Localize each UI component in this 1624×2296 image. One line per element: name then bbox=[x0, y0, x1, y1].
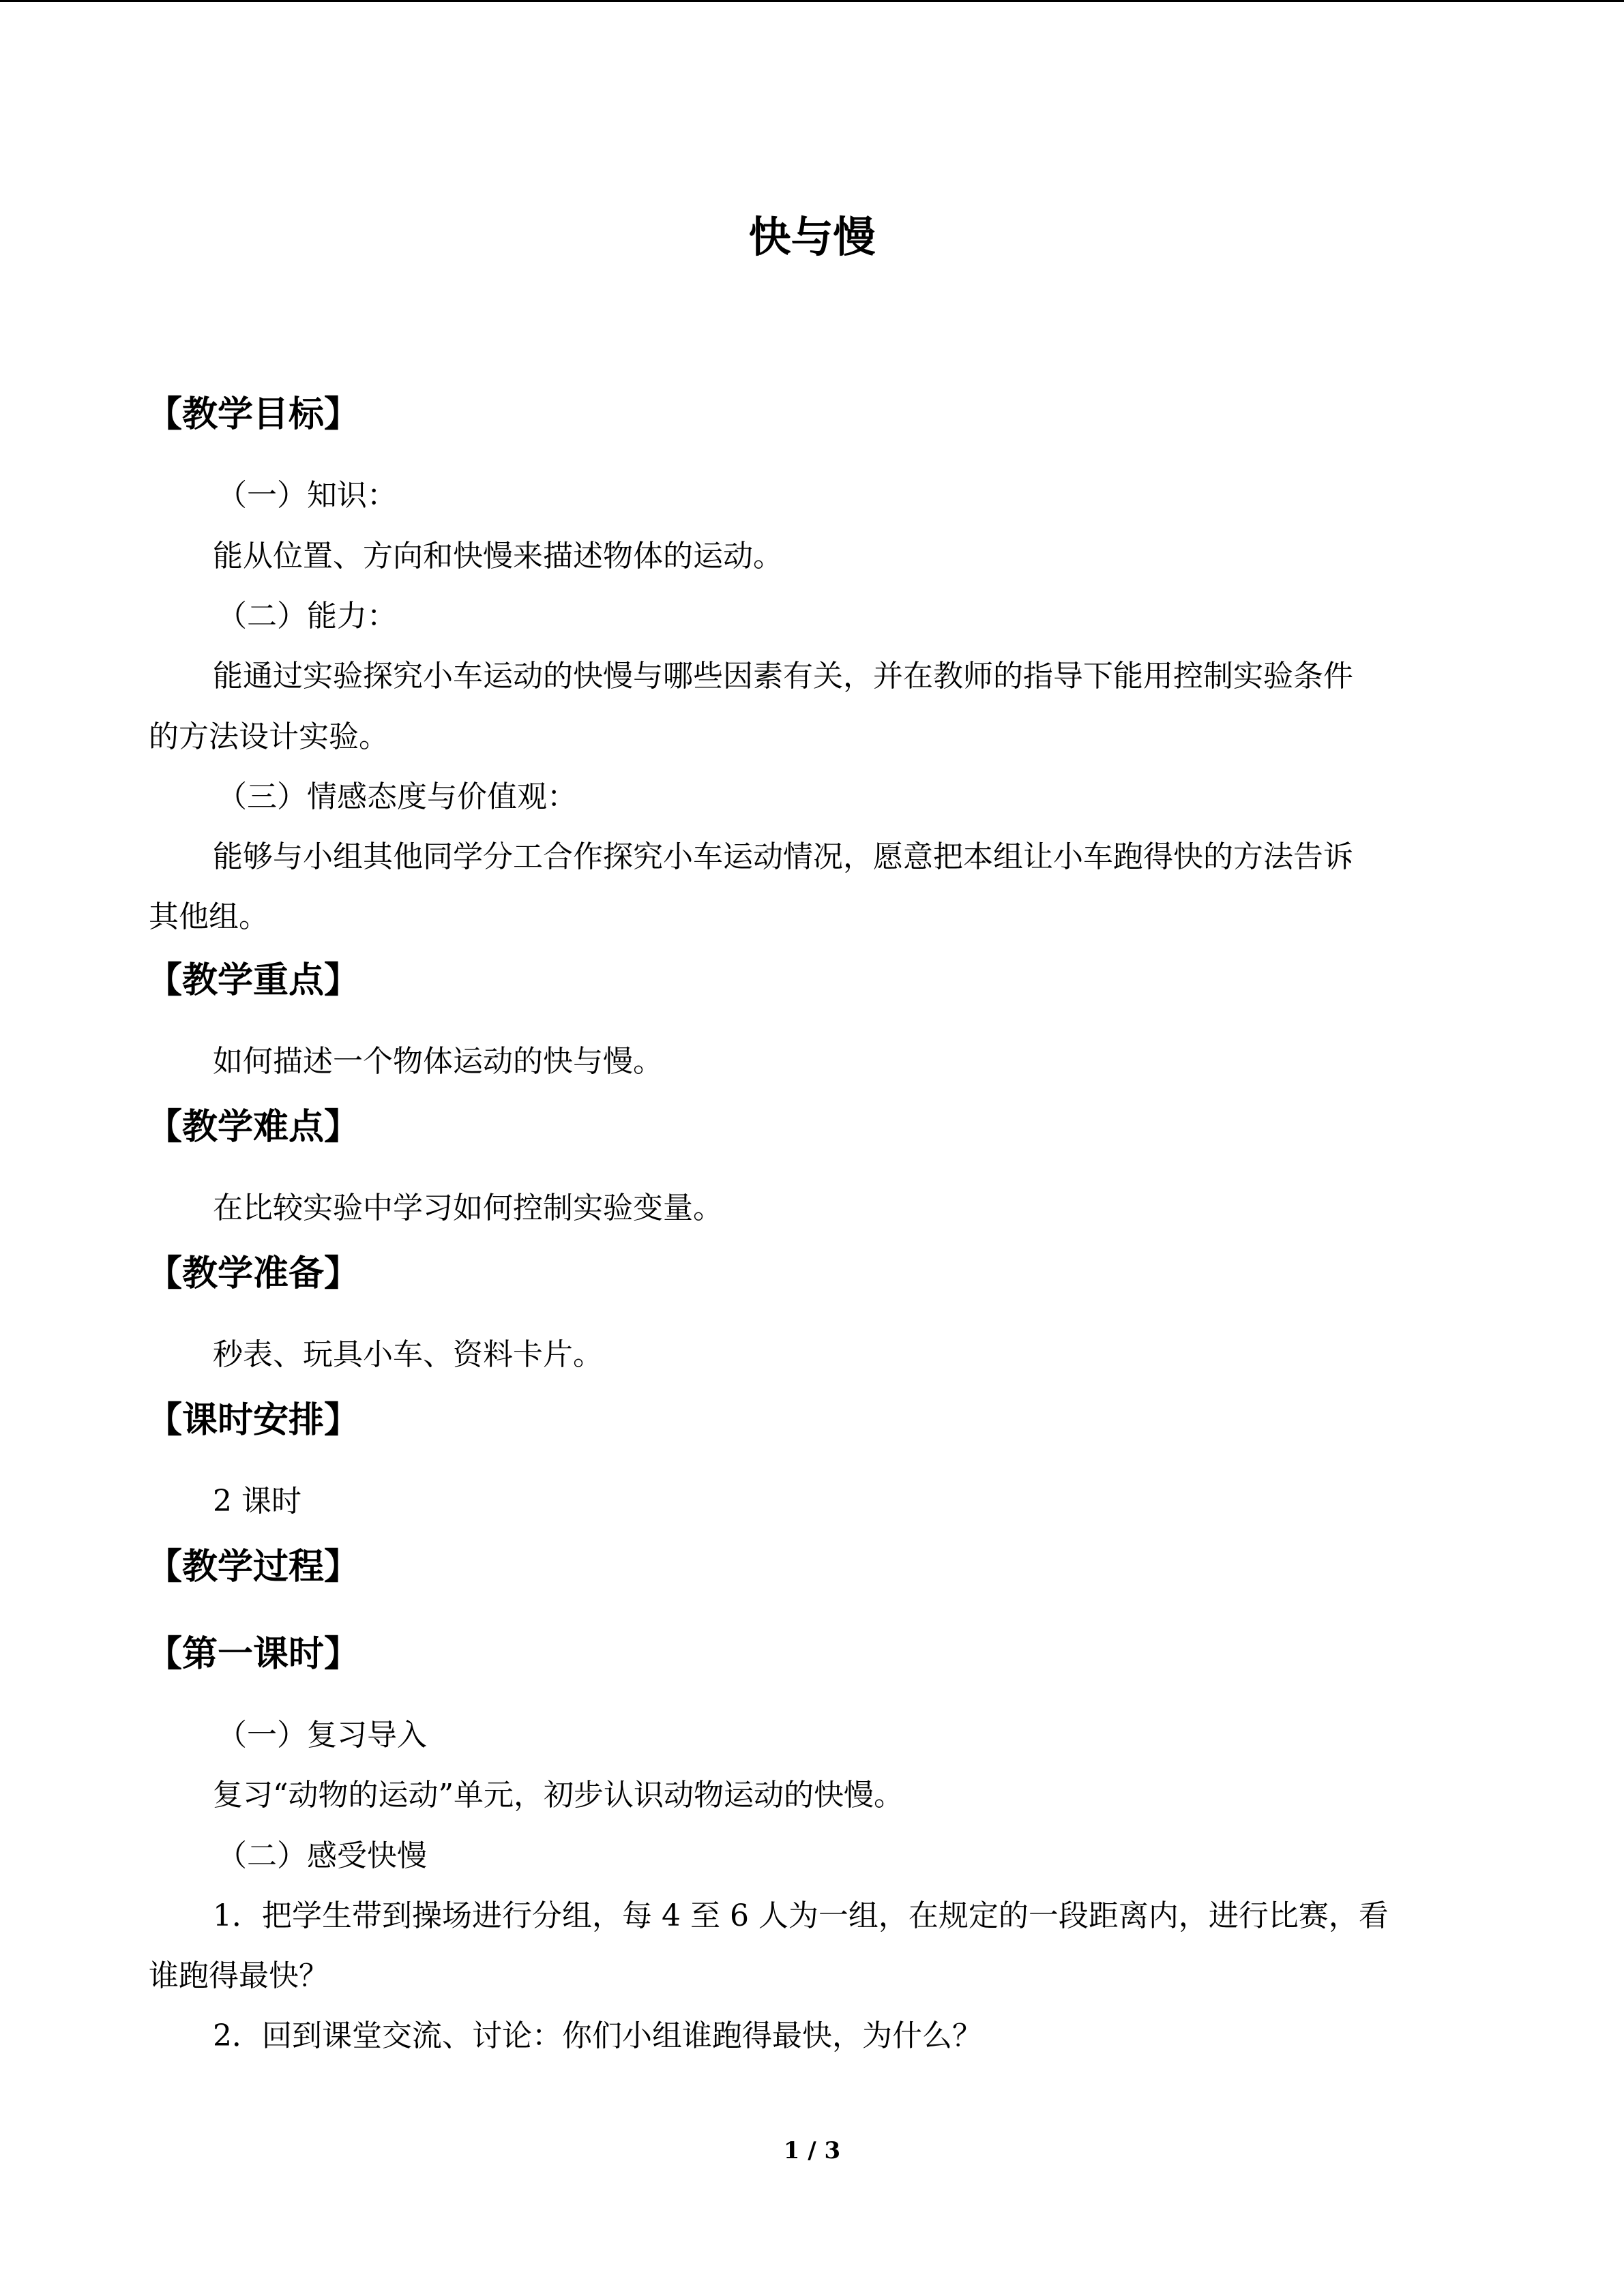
lesson-one-step1-line2: 谁跑得最快？ bbox=[149, 1958, 329, 1993]
difficulties-text: 在比较实验中学习如何控制实验变量。 bbox=[213, 1191, 723, 1225]
page-number: 1 / 3 bbox=[783, 2137, 841, 2164]
lesson-one-review-label: （一）复习导入 bbox=[217, 1718, 427, 1753]
objective-knowledge-text: 能从位置、方向和快慢来描述物体的运动。 bbox=[213, 539, 783, 573]
objective-attitude-label: （三）情感态度与价值观： bbox=[217, 779, 577, 814]
section-heading-preparation: 【教学准备】 bbox=[147, 1253, 360, 1294]
objective-attitude-text-line1: 能够与小组其他同学分工合作探究小车运动情况，愿意把本组让小车跑得快的方法告诉 bbox=[213, 839, 1353, 874]
objective-ability-text-line2: 的方法设计实验。 bbox=[149, 719, 389, 754]
section-heading-lesson-one: 【第一课时】 bbox=[147, 1634, 360, 1675]
objective-ability-label: （二）能力： bbox=[217, 599, 397, 633]
lesson-one-step2: 2．回到课堂交流、讨论：你们小组谁跑得最快，为什么？ bbox=[213, 2018, 982, 2053]
section-heading-key-points: 【教学重点】 bbox=[147, 960, 360, 1001]
objective-ability-text-line1: 能通过实验探究小车运动的快慢与哪些因素有关，并在教师的指导下能用控制实验条件 bbox=[213, 659, 1353, 694]
lesson-one-step1-line1: 1．把学生带到操场进行分组，每 4 至 6 人为一组，在规定的一段距离内，进行比赛，看 bbox=[213, 1898, 1389, 1933]
lesson-one-feel-label: （二）感受快慢 bbox=[217, 1838, 427, 1873]
key-points-text: 如何描述一个物体运动的快与慢。 bbox=[213, 1044, 663, 1079]
objective-attitude-text-line2: 其他组。 bbox=[149, 899, 269, 934]
section-heading-process: 【教学过程】 bbox=[147, 1547, 360, 1587]
objective-knowledge-label: （一）知识： bbox=[217, 478, 397, 513]
schedule-text: 2 课时 bbox=[213, 1484, 301, 1519]
section-heading-difficulties: 【教学难点】 bbox=[147, 1107, 360, 1148]
page-title: 快与慢 bbox=[748, 212, 876, 262]
section-heading-objectives: 【教学目标】 bbox=[147, 394, 360, 435]
preparation-text: 秒表、玩具小车、资料卡片。 bbox=[213, 1337, 603, 1372]
lesson-one-review-text: 复习“动物的运动”单元，初步认识动物运动的快慢。 bbox=[213, 1778, 904, 1813]
section-heading-schedule: 【课时安排】 bbox=[147, 1400, 360, 1441]
